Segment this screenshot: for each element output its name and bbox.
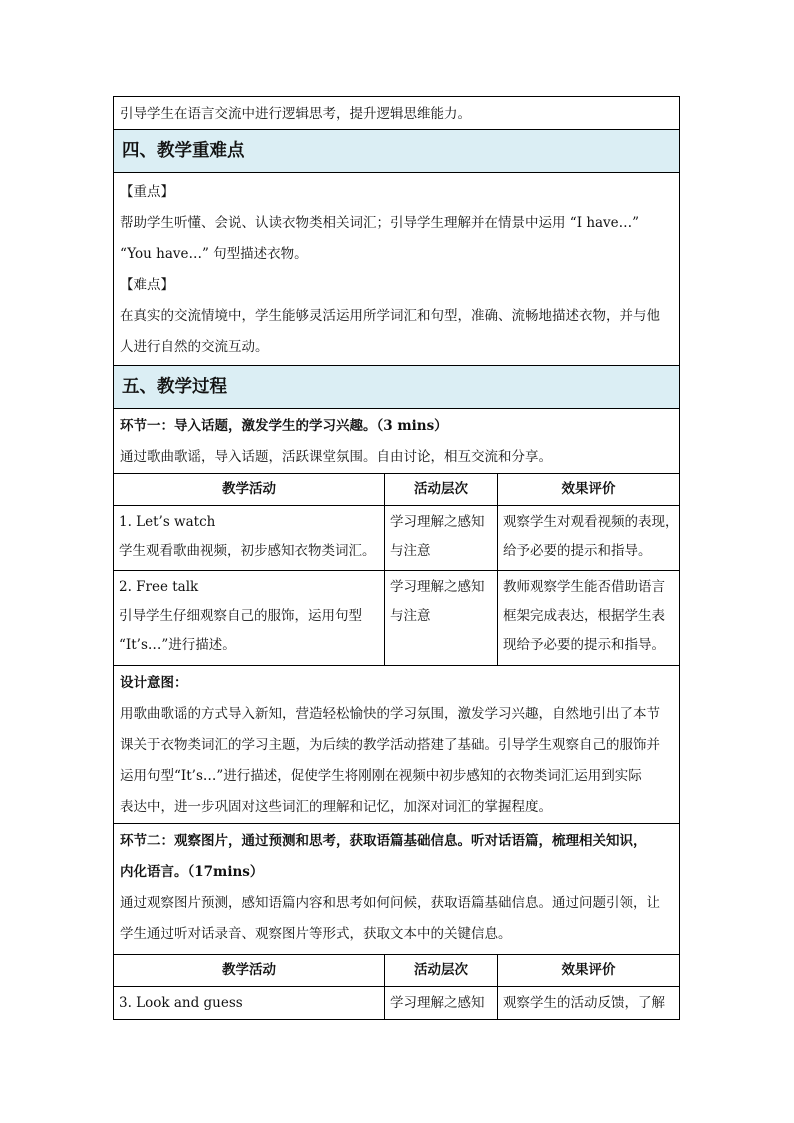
eval-line: 教师观察学生能否借助语言 xyxy=(503,579,665,595)
eval-cell xyxy=(497,506,684,570)
eval-line: 现给予必要的提示和指导。 xyxy=(503,637,665,653)
activity-table-header xyxy=(113,474,680,506)
level-line: 学习理解之感知 xyxy=(390,514,485,530)
step1-heading: 环节一：导入话题，激发学生的学习兴趣。（3 mins） xyxy=(120,418,448,434)
level-cell xyxy=(384,506,497,570)
eval-cell xyxy=(497,571,679,665)
level-line: 学习理解之感知 xyxy=(390,579,485,595)
table-row xyxy=(113,571,680,666)
design-line: 表达中，进一步巩固对这些词汇的理解和记忆，加深对词汇的掌握程度。 xyxy=(120,799,552,815)
header-eval: 效果评价 xyxy=(497,474,679,505)
table-row xyxy=(113,506,680,571)
header-activity: 教学活动 xyxy=(222,962,276,978)
lesson-plan-document xyxy=(113,96,680,1020)
key-difficult-block xyxy=(113,173,680,366)
key-label: 【重点】 xyxy=(120,184,174,200)
difficult-line: 人进行自然的交流互动。 xyxy=(120,339,269,355)
eval-line: 给予必要的提示和指导。 xyxy=(503,543,652,559)
step2-desc-line: 通过观察图片预测，感知语篇内容和思考如何问候，获取语篇基础信息。通过问题引领，让 xyxy=(120,895,660,911)
step2-desc-line: 学生通过听对话录音、观察图片等形式，获取文本中的关键信息。 xyxy=(120,926,512,942)
eval-line: 观察学生对观看视频的表现， xyxy=(503,514,679,530)
eval-line: 框架完成表达，根据学生表 xyxy=(503,608,665,624)
activity-cell xyxy=(114,571,384,665)
activity-line: 1. Let’s watch xyxy=(119,514,216,530)
step2-heading-line: 环节二：观察图片，通过预测和思考，获取语篇基础信息。听对话语篇，梳理相关知识， xyxy=(120,833,647,849)
header-eval: 效果评价 xyxy=(497,955,679,986)
design-line: 课关于衣物类词汇的学习主题，为后续的教学活动搭建了基础。引导学生观察自己的服饰并 xyxy=(120,737,660,753)
level-line: 与注意 xyxy=(390,608,431,624)
step1-block xyxy=(113,409,680,474)
activity-line: 引导学生仔细观察自己的服饰，运用句型 xyxy=(119,608,362,624)
level-line: 与注意 xyxy=(390,543,431,559)
header-level: 活动层次 xyxy=(384,474,497,505)
design-line: 运用句型“It’s…”进行描述，促使学生将刚刚在视频中初步感知的衣物类词汇运用到实际 xyxy=(120,768,642,784)
header-level: 活动层次 xyxy=(384,955,497,986)
activity-line: 学生观看歌曲视频，初步感知衣物类词汇。 xyxy=(119,543,376,559)
design-line: 用歌曲歌谣的方式导入新知，营造轻松愉快的学习氛围，激发学习兴趣，自然地引出了本节 xyxy=(120,706,660,722)
activity-line: 2. Free talk xyxy=(119,579,199,595)
table-row xyxy=(113,987,680,1020)
section5-title: 五、教学过程 xyxy=(113,366,680,409)
activity-cell xyxy=(114,987,384,1020)
step2-block xyxy=(113,824,680,955)
key-line: 帮助学生听懂、会说、认读衣物类相关词汇；引导学生理解并在情景中运用 “I have…” xyxy=(120,215,640,231)
eval-cell xyxy=(497,987,679,1020)
section4-title: 四、教学重难点 xyxy=(113,130,680,173)
key-line: “You have…” 句型描述衣物。 xyxy=(120,246,308,262)
eval-line: 观察学生的活动反馈，了解 xyxy=(503,995,665,1011)
difficult-line: 在真实的交流情境中，学生能够灵活运用所学词汇和句型，准确、流畅地描述衣物，并与他 xyxy=(120,308,660,324)
intro-line: 引导学生在语言交流中进行逻辑思考，提升逻辑思维能力。 xyxy=(113,96,680,130)
design-intent-block xyxy=(113,666,680,824)
activity-line: “It’s…”进行描述。 xyxy=(119,637,236,653)
step1-desc: 通过歌曲歌谣，导入话题，活跃课堂氛围。自由讨论，相互交流和分享。 xyxy=(120,449,552,465)
step2-heading-line: 内化语言。（17mins） xyxy=(120,864,264,880)
difficult-label: 【难点】 xyxy=(120,277,174,293)
activity-cell xyxy=(114,506,384,570)
activity-table-header xyxy=(113,955,680,987)
header-activity: 教学活动 xyxy=(222,481,276,497)
level-cell xyxy=(384,987,497,1020)
level-cell xyxy=(384,571,497,665)
design-label: 设计意图： xyxy=(120,675,188,691)
level-line: 学习理解之感知 xyxy=(390,995,485,1011)
activity-line: 3. Look and guess xyxy=(119,995,243,1011)
